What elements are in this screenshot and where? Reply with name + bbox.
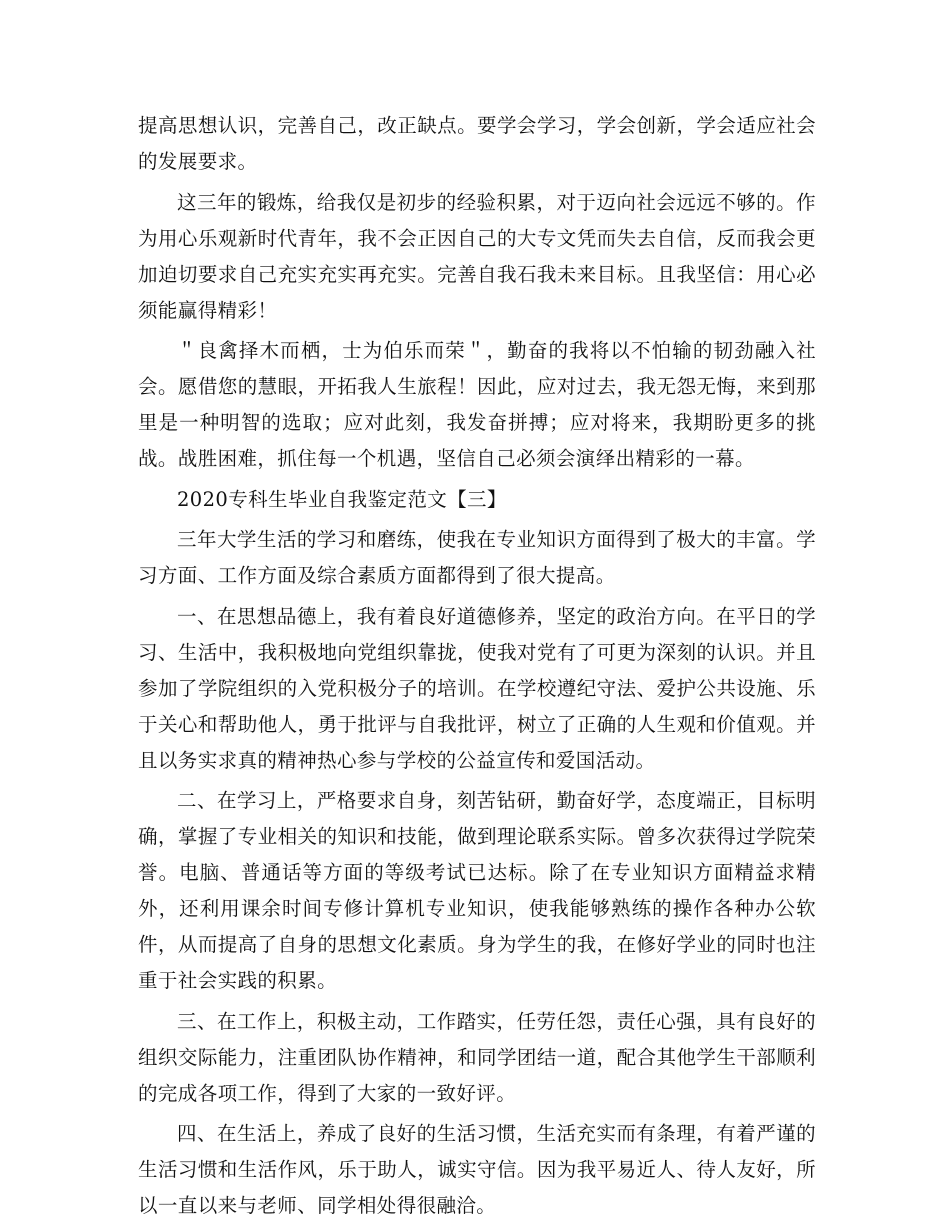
document-body [138,108,816,1229]
paragraph-ideology: 一、在思想品德上，我有着良好道德修养，坚定的政治方向。在平日的学习、生活中，我积极地向党组织靠拢，使我对党有了可更为深刻的认识。并且参加了学院组织的入党积极分子的培训。在学校遵纪守法、爱护公共设施、乐于关心和帮助他人，勇于批评与自我批评，树立了正确的人生观和价值观。并且以务实求真的精神热心参与学校的公益宣传和爱国活动。 [138,604,816,772]
section-heading: 2020专科生毕业自我鉴定范文【三】 [177,487,507,511]
paragraph-life: 四、在生活上，养成了良好的生活习惯，生活充实而有条理，有着严谨的生活习惯和生活作风，乐于助人，诚实守信。因为我平易近人、待人友好，所以一直以来与老师、同学相处得很融洽。 [138,1122,816,1217]
paragraph-quote: ＂良禽择木而栖，士为伯乐而荣＂，勤奋的我将以不怕输的韧劲融入社会。愿借您的慧眼，开拓我人生旅程！因此，应对过去，我无怨无悔，来到那里是一种明智的选取；应对此刻，我发奋拼搏；应对将来，我期盼更多的挑战。战胜困难，抓住每一个机遇，坚信自己必须会演绎出精彩的一幕。 [138,339,816,470]
paragraph: 三年大学生活的学习和磨练，使我在专业知识方面得到了极大的丰富。学习方面、工作方面及综合素质方面都得到了很大提高。 [138,528,816,587]
paragraph-work: 三、在工作上，积极主动，工作踏实，任劳任怨，责任心强，具有良好的组织交际能力，注重团队协作精神，和同学团结一道，配合其他学生干部顺利的完成各项工作，得到了大家的一致好评。 [138,1009,816,1105]
paragraph-continuation: 提高思想认识，完善自己，改正缺点。要学会学习，学会创新，学会适应社会的发展要求。 [138,114,816,173]
paragraph: 这三年的锻炼，给我仅是初步的经验积累，对于迈向社会远远不够的。作为用心乐观新时代青年，我不会正因自己的大专文凭而失去自信，反而我会更加迫切要求自己充实充实再充实。完善自我石我未来目标。且我坚信：用心必须能赢得精彩！ [138,190,816,322]
paragraph-study: 二、在学习上，严格要求自身，刻苦钻研，勤奋好学，态度端正，目标明确，掌握了专业相关的知识和技能，做到理论联系实际。曾多次获得过学院荣誉。电脑、普通话等方面的等级考试已达标。除了在专业知识方面精益求精外，还利用课余时间专修计算机专业知识，使我能够熟练的操作各种办公软件，从而提高了自身的思想文化素质。身为学生的我，在修好学业的同时也注重于社会实践的积累。 [138,789,816,992]
